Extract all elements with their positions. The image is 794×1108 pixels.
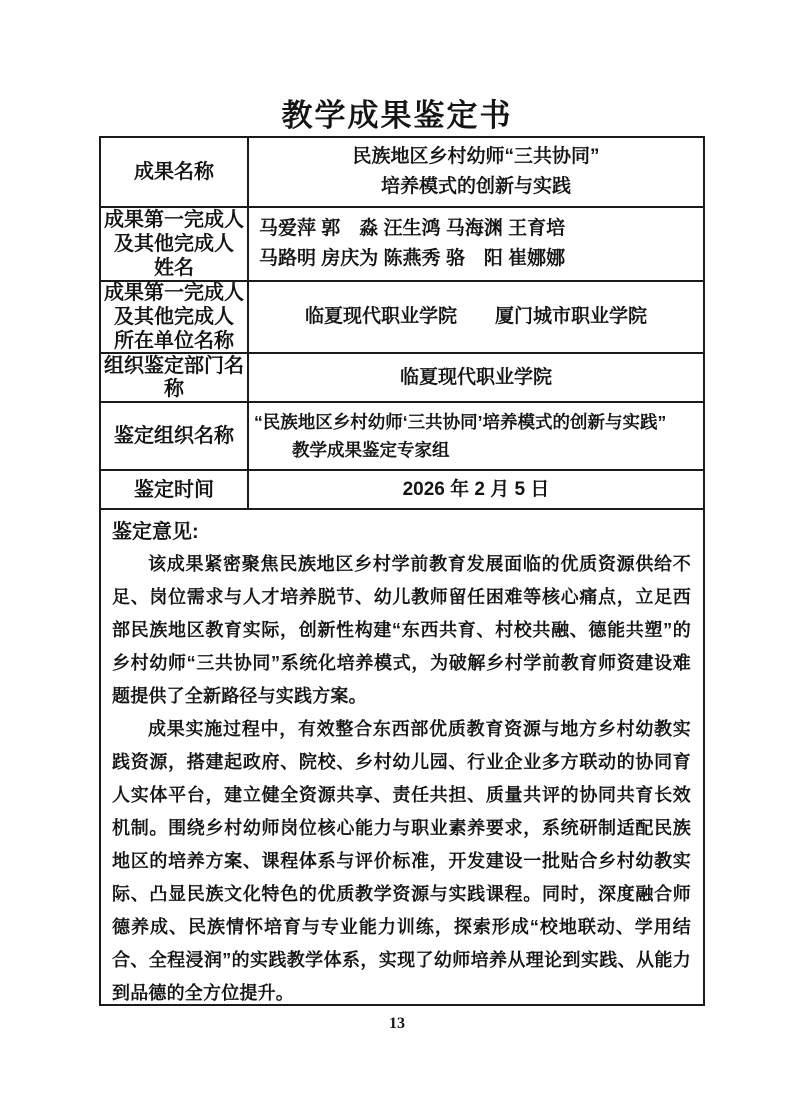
label-line: 成果名称 — [134, 161, 214, 183]
completer-names-label — [101, 208, 249, 280]
label-line: 及其他完成人 — [114, 306, 234, 328]
table-row-achievement-name — [101, 138, 703, 208]
appraisal-table — [99, 136, 705, 1006]
appraisal-date-label — [101, 471, 249, 508]
value-line: 2026 年 2 月 5 日 — [402, 478, 550, 500]
label-line: 成果第一完成人 — [104, 282, 244, 304]
label-line: 鉴定时间 — [134, 478, 214, 501]
opinion-paragraph: 成果实施过程中，有效整合东西部优质教育资源与地方乡村幼教实践资源，搭建起政府、院校、乡村幼儿园、行业企业多方联动的协同育人实体平台，建立健全资源共享、责任共担、质量共评的协同共育长效机制。围绕乡村幼师岗位核心能力与职业素养要求，系统研制适配民族地区的培养方案、课程体系与评价标准，开发建设一批贴合乡村幼教实际、凸显民族文化特色的优质教学资源与实践课程。同时，深度融合师德养成、民族情怀培育与专业能力训练，探索形成“校地联动、学用结合、全程浸润”的实践教学体系，实现了幼师培养从理论到实践、从能力到品德的全方位提升。 — [112, 719, 691, 1003]
page-title: 教学成果鉴定书 — [281, 98, 513, 133]
appraisal-organization-value — [249, 403, 703, 469]
organizing-department-label — [101, 354, 249, 401]
opinion-label: 鉴定意见: — [112, 521, 199, 543]
label-line: 成果第一完成人 — [104, 209, 244, 231]
label-line: 鉴定组织名称 — [114, 425, 234, 447]
value-line: 教学成果鉴定专家组 — [292, 440, 450, 461]
achievement-name-value — [249, 138, 703, 206]
value-line: 民族地区乡村幼师“三共协同” — [352, 146, 600, 168]
achievement-name-label — [101, 138, 249, 206]
value-line: 培养模式的创新与实践 — [380, 175, 571, 197]
label-line: 姓名 — [154, 257, 194, 279]
opinion-paragraph: 该成果紧密聚焦民族地区乡村学前教育发展面临的优质资源供给不足、岗位需求与人才培养脱节、幼儿教师留任困难等核心痛点，立足西部民族地区教育实际，创新性构建“东西共育、村校共融、德能共塑”的乡村幼师“三共协同”系统化培养模式，为破解乡村学前教育师资建设难题提供了全新路径与实践方案。 — [112, 554, 691, 706]
value-line: 马路明 房庆为 陈燕秀 骆 阳 崔娜娜 — [259, 248, 566, 270]
table-row-appraisal-date — [101, 471, 703, 510]
organizing-department-value — [249, 354, 703, 401]
table-row-completer-units — [101, 282, 703, 354]
value-line: 临夏现代职业学院 — [399, 366, 552, 388]
completer-units-label — [101, 282, 249, 352]
label-line: 及其他完成人 — [114, 233, 234, 255]
value-line: 临夏现代职业学院 厦门城市职业学院 — [304, 306, 647, 327]
appraisal-date-value — [249, 471, 703, 508]
table-row-completer-names — [101, 208, 703, 282]
completer-units-value — [249, 282, 703, 352]
label-line: 所在单位名称 — [114, 330, 234, 352]
table-row-appraisal-opinion — [101, 510, 703, 1004]
completer-names-value — [249, 208, 703, 280]
value-line: 马爱萍 郭 淼 汪生鸿 马海渊 王育培 — [259, 217, 566, 239]
value-line: “民族地区乡村幼师‘三共协同’培养模式的创新与实践” — [254, 411, 667, 432]
table-row-organizing-department — [101, 354, 703, 403]
page-number: 13 — [389, 1015, 405, 1032]
table-row-appraisal-organization — [101, 403, 703, 471]
appraisal-organization-label — [101, 403, 249, 469]
label-line: 组织鉴定部门名 — [104, 354, 244, 377]
label-line: 称 — [164, 377, 184, 400]
